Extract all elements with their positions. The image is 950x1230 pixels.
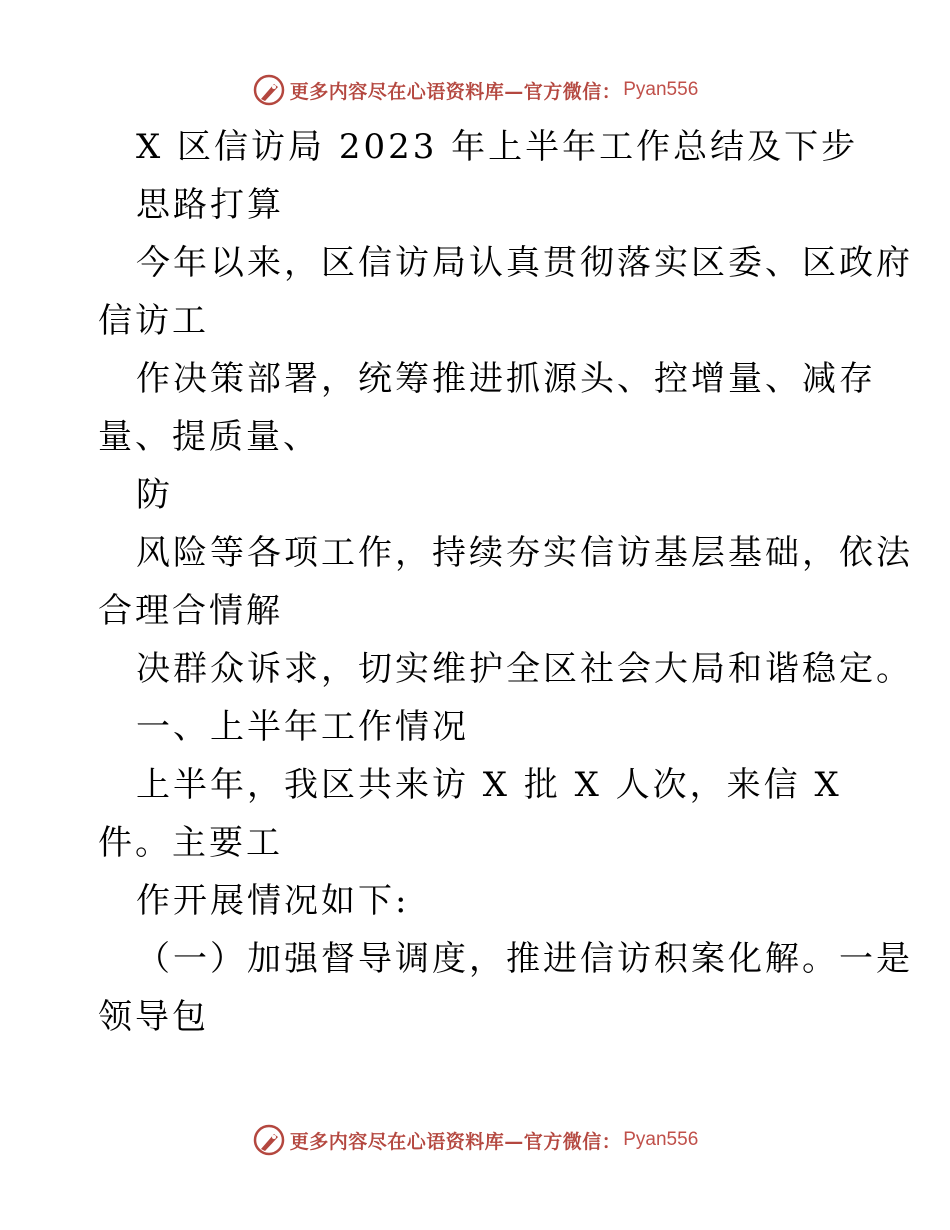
pen-nib-circle-icon: [252, 73, 286, 107]
pen-nib-circle-icon: [252, 1123, 286, 1157]
text-line: 决群众诉求，切实维护全区社会大局和谐稳定。: [136, 649, 913, 689]
text-line: 今年以来，区信访局认真贯彻落实区委、区政府: [136, 243, 913, 283]
text-line: 风险等各项工作，持续夯实信访基层基础，依法: [136, 533, 913, 573]
document-body: [98, 118, 913, 1046]
text-line: 量、提质量、: [98, 417, 320, 457]
text-line: 件。主要工: [98, 823, 283, 863]
banner-text: 更多内容尽在心语资料库—官方微信：: [289, 1130, 622, 1153]
text-line: 信访工: [98, 301, 209, 341]
banner-contact: Pyan556: [623, 1129, 699, 1150]
text-line: 一、上半年工作情况: [136, 707, 469, 747]
text-line: X 区信访局 2023 年上半年工作总结及下步: [136, 127, 859, 167]
text-line: 思路打算: [136, 185, 284, 225]
header-watermark-banner: [0, 70, 950, 110]
footer-watermark-banner: [0, 1120, 950, 1160]
text-line: 合理合情解: [98, 591, 283, 631]
text-line: 作决策部署，统筹推进抓源头、控增量、减存: [136, 359, 876, 399]
text-line: 领导包: [98, 997, 209, 1037]
text-line: 作开展情况如下:: [136, 881, 410, 921]
text-line: 防: [136, 475, 173, 515]
banner-contact: Pyan556: [623, 79, 699, 100]
text-line: 上半年，我区共来访 X 批 X 人次，来信 X: [136, 765, 842, 805]
text-line: （一）加强督导调度，推进信访积案化解。一是: [136, 939, 913, 979]
banner-text: 更多内容尽在心语资料库—官方微信：: [289, 80, 622, 103]
